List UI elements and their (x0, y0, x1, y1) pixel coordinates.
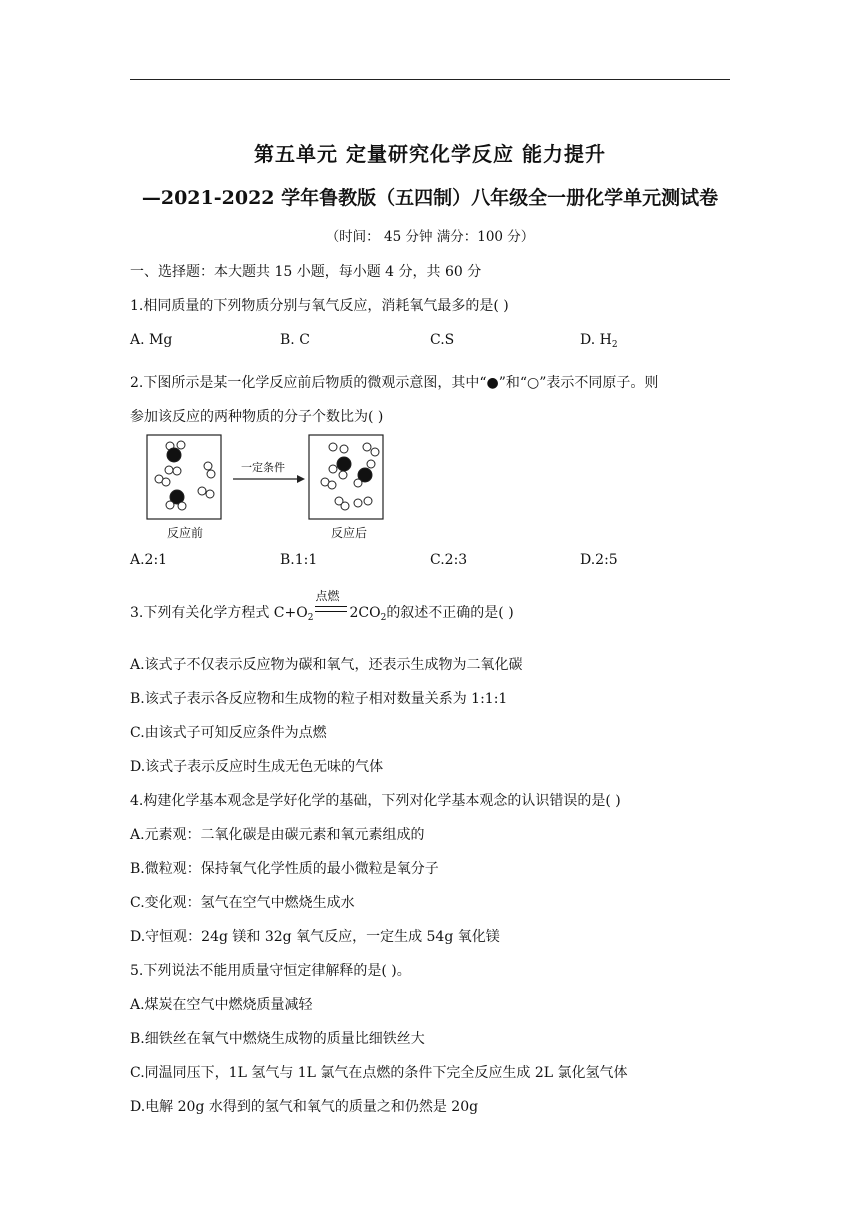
option-c: C.2:3 (430, 552, 468, 568)
option-a: A.该式子不仅表示反应物为碳和氧气，还表示生成物为二氧化碳 (130, 657, 523, 673)
page-title: 第五单元 定量研究化学反应 能力提升 (254, 142, 606, 166)
option-d: D.守恒观：24g 镁和 32g 氧气反应，一定生成 54g 氧化镁 (130, 929, 500, 945)
arrow-label: 一定条件 (241, 461, 285, 474)
reaction-condition: 点燃 (315, 589, 340, 603)
o2-subscript: 2 (307, 613, 314, 623)
page-subtitle: —2021-2022 学年鲁教版（五四制）八年级全一册化学单元测试卷 (141, 187, 719, 209)
question-2-stem-line2: 参加该反应的两种物质的分子个数比为( ) (130, 409, 384, 425)
option-d: D.电解 20g 水得到的氢气和氧气的质量之和仍然是 20g (130, 1099, 479, 1115)
question-1-stem: 1.相同质量的下列物质分别与氧气反应，消耗氧气最多的是( ) (130, 298, 509, 314)
option-c: C.由该式子可知反应条件为点燃 (130, 725, 327, 741)
option-d-subscript: 2 (611, 340, 618, 350)
option-d: D.2:5 (580, 552, 618, 568)
label-before: 反应前 (167, 526, 204, 540)
option-b: B.该式子表示各反应物和生成物的粒子相对数量关系为 1:1:1 (130, 691, 508, 707)
option-a: A. Mg (130, 332, 173, 348)
option-b: B.微粒观：保持氧气化学性质的最小微粒是氧分子 (130, 861, 439, 877)
exam-meta: （时间： 45 分钟 满分：100 分） (325, 229, 535, 245)
option-c: C.同温同压下，1L 氢气与 1L 氯气在点燃的条件下完全反应生成 2L 氯化氢气体 (130, 1065, 628, 1081)
option-c: C.变化观：氢气在空气中燃烧生成水 (130, 895, 355, 911)
option-a: A.元素观：二氧化碳是由碳元素和氧元素组成的 (130, 827, 425, 843)
option-b: B.细铁丝在氧气中燃烧生成物的质量比细铁丝大 (130, 1031, 425, 1047)
option-d: D.该式子表示反应时生成无色无味的气体 (130, 759, 384, 775)
question-3-stem (130, 589, 514, 623)
question-4-stem: 4.构建化学基本观念是学好化学的基础，下列对化学基本观念的认识错误的是( ) (130, 793, 621, 809)
option-d-text: D. H (580, 332, 612, 348)
question-5-stem: 5.下列说法不能用质量守恒定律解释的是( )。 (130, 963, 411, 979)
equation-equals (313, 589, 349, 617)
section-heading: 一、选择题：本大题共 15 小题，每小题 4 分，共 60 分 (130, 264, 482, 280)
equals-bars (315, 606, 347, 612)
option-a: A.煤炭在空气中燃烧质量减轻 (130, 997, 313, 1013)
option-d (580, 332, 618, 350)
option-b: B. C (280, 332, 310, 348)
option-a: A.2:1 (130, 552, 168, 568)
co2-subscript: 2 (380, 613, 387, 623)
stem-suffix: 的叙述不正确的是( ) (386, 605, 514, 621)
reaction-diagram (145, 433, 405, 547)
arrow-head (297, 475, 305, 483)
header-rule (130, 79, 730, 80)
label-after: 反应后 (331, 526, 368, 540)
product-text: 2CO (349, 605, 381, 621)
option-c: C.S (430, 332, 455, 348)
stem-prefix: 3.下列有关化学方程式 C+O (130, 605, 308, 621)
question-2-stem-line1: 2.下图所示是某一化学反应前后物质的微观示意图，其中“●”和“○”表示不同原子。则 (130, 375, 659, 391)
option-b: B.1:1 (280, 552, 318, 568)
